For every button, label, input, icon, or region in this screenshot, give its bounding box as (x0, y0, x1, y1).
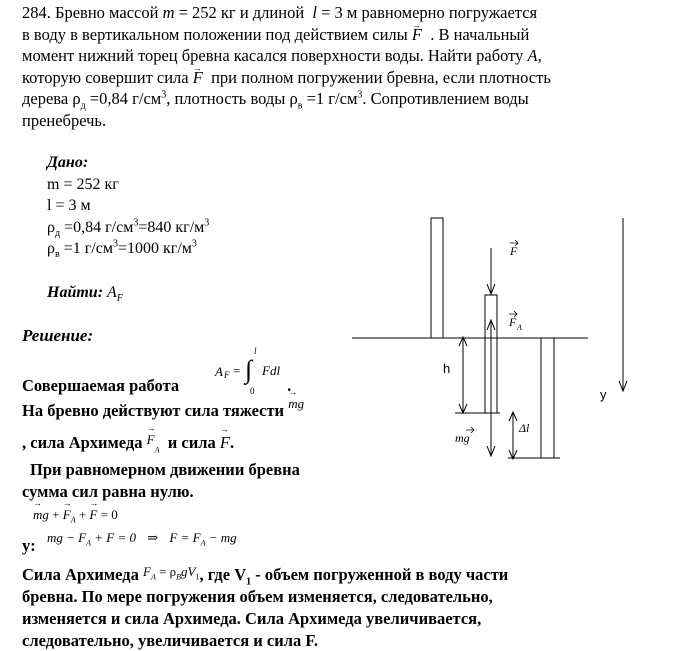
scalar-equation: mg − $F_A + F = 0$ ⇒ $F = F_A$ − mg (47, 530, 237, 548)
archimedes-p3: следовательно, увеличивается и сила F. (22, 631, 319, 650)
solution-title: Решение: (22, 326, 94, 345)
given-rho-water: $\rho_в =1$ $г/см^3=1000$ $кг/м^3$ (47, 238, 197, 261)
svg-text:A: A (517, 323, 522, 332)
problem-line-4: которую совершит сила → F при полном погружении бревна, если плотность (22, 67, 682, 89)
uniform-line-2: сумма сил равна нулю. (22, 482, 194, 501)
given-mass: m = 252 кг (47, 175, 119, 193)
forces-text: На бревно действуют сила тяжести → mg (22, 401, 304, 421)
find-line: Найти: $A_F$ (47, 284, 123, 305)
given-length: l = 3 м (47, 197, 91, 214)
forces-text-2: , сила Архимеда → $F_A$ и сила → F. (22, 433, 234, 453)
archimedes-line: Сила Архимеда $^{F_A = \rho_ВgV_1}$, где $V_1$ - объем погруженной в воду части (22, 564, 509, 588)
problem-line-1: 284. Бревно массой m = 252 кг и длиной l = 3 м равномерно погружается (22, 3, 538, 22)
given-title: Дано: (47, 154, 89, 171)
archimedes-p2: изменяется и сила Архимеда. Сила Архимеда увеличивается, (22, 609, 482, 628)
log-submerged-rect (541, 338, 554, 458)
label-h: h (443, 361, 451, 376)
work-text: Совершаемая работа . (22, 376, 292, 395)
label-y: y (600, 387, 607, 402)
given-rho-wood: $\rho_д =0,84$ $г/см^3=840$ $кг/м^3$ (47, 217, 210, 239)
y-label: y: (22, 536, 36, 555)
label-FA: F (509, 315, 517, 329)
problem-line-2: в воду в вертикальном положении под действием силы → F . В начальный (22, 24, 682, 46)
log-initial-rect (431, 218, 443, 338)
label-dl: Δl (519, 421, 530, 435)
problem-line-3: момент нижний торец бревна касался поверхности воды. Найти работу A, (22, 46, 542, 65)
uniform-line-1: При равномерном движении бревна (30, 460, 300, 479)
problem-line-6: пренебречь. (22, 110, 107, 130)
archimedes-p1: бревна. По мере погружения объем изменяется, следовательно, (22, 587, 493, 606)
vector-equation: → mg + → $F_A$ + → F = 0 (33, 507, 118, 523)
label-F: F (510, 244, 518, 258)
label-mg: mg (455, 431, 470, 445)
problem-line-5: дерева $\rho_д =0,84$ $г/см^3$, плотность воды $\rho_в =1$ $г/см^3$. Сопротивлением воды (22, 89, 529, 112)
work-integral-formula: A F = ∫ l 0 Fdl (215, 346, 281, 396)
